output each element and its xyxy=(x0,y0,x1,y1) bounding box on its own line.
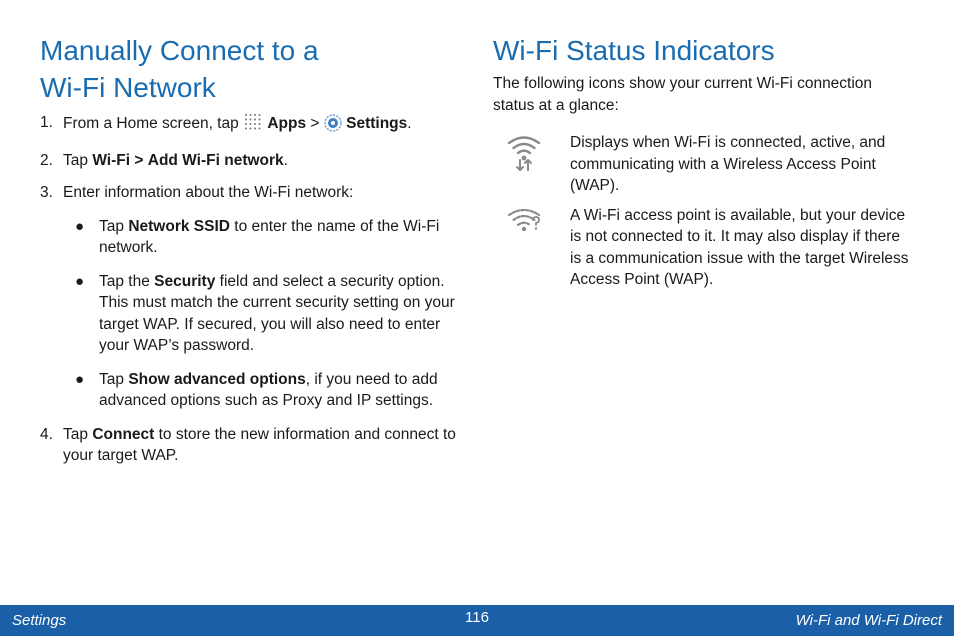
bullet-show-advanced: ● Tap Show advanced options, if you need to add advanced options such as Proxy and IP settings. xyxy=(75,370,438,409)
right-column xyxy=(493,32,913,291)
bullet-security: ● Tap the Security field and select a security option. This must match the current security setting on your target WAP. If secured, you will also need to enter your WAP’s password. xyxy=(75,272,455,354)
step-4: 4. Tap Connect to store the new information and connect to your target WAP. xyxy=(40,425,456,464)
status-row-available: A Wi-Fi access point is available, but your device is not connected to it. It may also display if there is a communication issue with the target Wireless Access Point (WAP). xyxy=(493,205,913,291)
status-intro: The following icons show your current Wi-Fi connection status at a glance: xyxy=(493,75,873,114)
bullet-network-ssid: ● Tap Network SSID to enter the name of the Wi-Fi network. xyxy=(75,217,440,256)
page-footer xyxy=(0,605,954,636)
page-number: 116 xyxy=(465,609,489,626)
step-2: 2. Tap Wi-Fi > Add Wi-Fi network. xyxy=(40,151,288,169)
wifi-active-icon xyxy=(506,134,542,179)
footer-chapter-link[interactable]: Wi-Fi and Wi-Fi Direct xyxy=(795,612,942,629)
section-title-manual-connect: Manually Connect to a Wi-Fi Network xyxy=(40,35,319,103)
wifi-available-icon xyxy=(506,207,542,242)
step-1: 1. From a Home screen, tap Apps > Settings. xyxy=(40,112,460,139)
settings-gear-icon xyxy=(324,114,342,139)
step-3: 3. Enter information about the Wi-Fi network: xyxy=(40,184,354,201)
footer-section-link[interactable]: Settings xyxy=(12,612,67,629)
left-column xyxy=(40,32,460,467)
apps-grid-icon xyxy=(243,112,263,139)
status-row-active: Displays when Wi-Fi is connected, active, and communicating with a Wireless Access Point (WAP). xyxy=(493,132,913,197)
section-title-status-indicators: Wi-Fi Status Indicators xyxy=(493,35,775,66)
